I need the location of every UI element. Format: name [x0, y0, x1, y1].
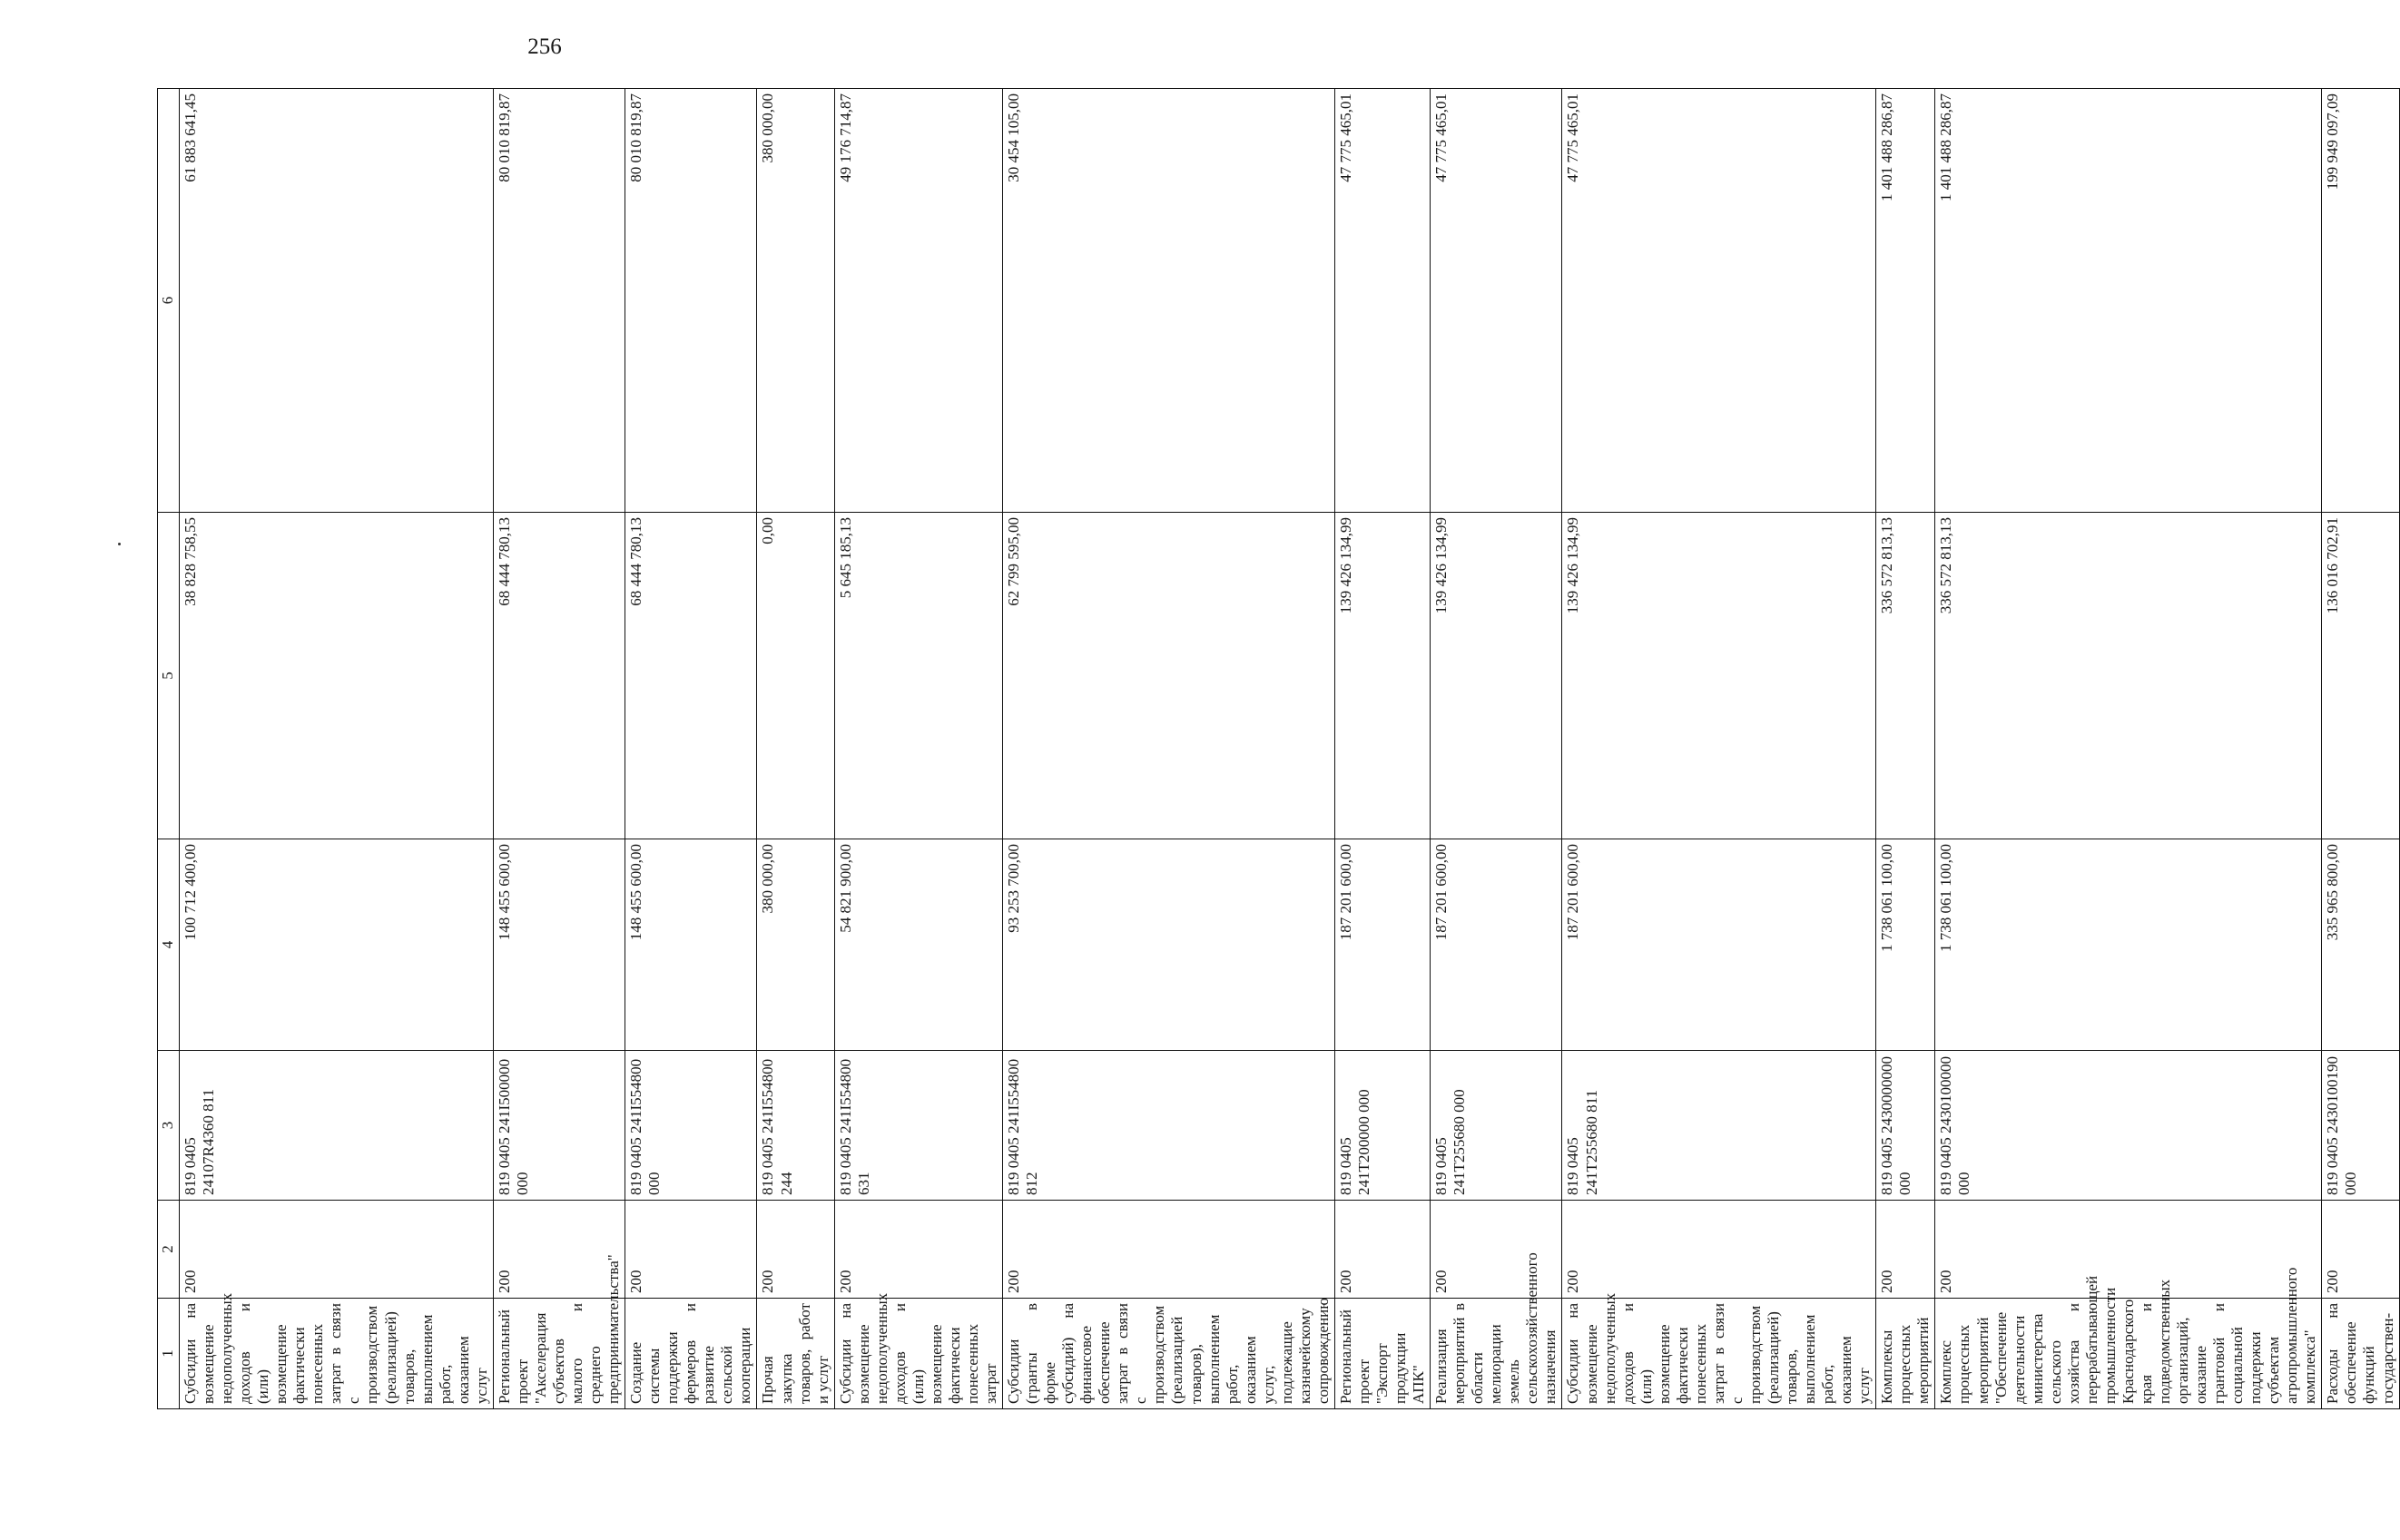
rotated-table-container: [157, 89, 2396, 1409]
cell-col2: 200: [1876, 1201, 1935, 1299]
cell-code: 819 0405 241I500000 000: [493, 1051, 625, 1201]
cell-v5: 68 444 780,13: [493, 513, 625, 839]
table-row: [1935, 89, 2322, 1409]
cell-code: 819 0405 241I554800 000: [625, 1051, 757, 1201]
cell-name: Расходы на обеспечение функций государствен-: [2322, 1299, 2399, 1409]
cell-v4: 1 738 061 100,00: [1876, 839, 1935, 1051]
cell-col2: 200: [1334, 1201, 1430, 1299]
column-header: 3: [158, 1051, 180, 1201]
cell-name: Региональный проект "Акселерация субъектов малого и среднего предпринимательства": [493, 1299, 625, 1409]
cell-v6: 1 401 488 286,87: [1935, 89, 2322, 513]
cell-code: 819 0405 241I554800 812: [1003, 1051, 1335, 1201]
cell-name: Реализация мероприятий в области мелиорации земель сельскохозяйственного назначения: [1431, 1299, 1562, 1409]
cell-v5: 5 645 185,13: [834, 513, 1002, 839]
cell-v6: 80 010 819,87: [493, 89, 625, 513]
cell-col2: 200: [493, 1201, 625, 1299]
cell-col2: 200: [757, 1201, 834, 1299]
cell-code: 819 0405 241T200000 000: [1334, 1051, 1430, 1201]
cell-name: Субсидии на возмещение недополученных доходов и (или) возмещение фактически понесенных затрат в связи с производством (реализацией) товаров, выполнением работ, оказанием услуг: [180, 1299, 494, 1409]
table-body: [158, 89, 2400, 1409]
cell-name: Субсидии на возмещение недополученных доходов и (или) возмещение фактически понесенных затрат: [834, 1299, 1002, 1409]
cell-v4: 54 821 900,00: [834, 839, 1002, 1051]
cell-name: Субсидии на возмещение недополученных доходов и (или) возмещение фактически понесенных затрат в связи с производством (реализацией) товаров, выполнением работ, оказанием услуг: [1562, 1299, 1876, 1409]
cell-name: Создание системы поддержки фермеров и развитие сельской кооперации: [625, 1299, 757, 1409]
cell-v6: 47 775 465,01: [1334, 89, 1430, 513]
cell-code: 819 0405 241I554800 631: [834, 1051, 1002, 1201]
table-row: [493, 89, 625, 1409]
cell-name: Комплекс процессных мероприятий "Обеспечение деятельности министерства сельского хозяйства и перерабатывающей промышленности Краснодарского края и подведомственных организаций, оказание грантовой и социальной поддержки субъектам агропромышленного комплекса": [1935, 1299, 2322, 1409]
cell-v4: 187 201 600,00: [1334, 839, 1430, 1051]
cell-v4: 187 201 600,00: [1431, 839, 1562, 1051]
table-row: [757, 89, 834, 1409]
cell-col2: 200: [834, 1201, 1002, 1299]
cell-code: 819 0405 241I554800 244: [757, 1051, 834, 1201]
page-number: 256: [527, 34, 562, 59]
table-row: [834, 89, 1002, 1409]
cell-v4: 148 455 600,00: [625, 839, 757, 1051]
cell-name: Прочая закупка товаров, работ и услуг: [757, 1299, 834, 1409]
cell-v5: 336 572 813,13: [1876, 513, 1935, 839]
cell-col2: 200: [1431, 1201, 1562, 1299]
cell-v4: 100 712 400,00: [180, 839, 494, 1051]
cell-code: 819 0405 241T255680 811: [1562, 1051, 1876, 1201]
cell-code: 819 0405 2430100000 000: [1935, 1051, 2322, 1201]
cell-v5: 68 444 780,13: [625, 513, 757, 839]
table-row: [1334, 89, 1430, 1409]
cell-v5: 139 426 134,99: [1334, 513, 1430, 839]
cell-v5: 139 426 134,99: [1562, 513, 1876, 839]
cell-v6: 80 010 819,87: [625, 89, 757, 513]
column-header: 6: [158, 89, 180, 513]
cell-v4: 148 455 600,00: [493, 839, 625, 1051]
table-row: [1876, 89, 1935, 1409]
table-row: [1003, 89, 1335, 1409]
cell-name: Комплексы процессных мероприятий: [1876, 1299, 1935, 1409]
cell-col2: 200: [1935, 1201, 2322, 1299]
cell-col2: 200: [1003, 1201, 1335, 1299]
column-header: 5: [158, 513, 180, 839]
cell-v4: 1 738 061 100,00: [1935, 839, 2322, 1051]
scan-speck: [118, 543, 121, 545]
cell-v4: 335 965 800,00: [2322, 839, 2399, 1051]
cell-code: 819 0405 2430000000 000: [1876, 1051, 1935, 1201]
cell-v5: 38 828 758,55: [180, 513, 494, 839]
cell-v6: 30 454 105,00: [1003, 89, 1335, 513]
cell-v6: 47 775 465,01: [1562, 89, 1876, 513]
cell-v5: 62 799 595,00: [1003, 513, 1335, 839]
cell-v4: 93 253 700,00: [1003, 839, 1335, 1051]
cell-v4: 380 000,00: [757, 839, 834, 1051]
column-header: 4: [158, 839, 180, 1051]
cell-v6: 49 176 714,87: [834, 89, 1002, 513]
column-header: 1: [158, 1299, 180, 1409]
cell-col2: 200: [625, 1201, 757, 1299]
cell-v6: 47 775 465,01: [1431, 89, 1562, 513]
cell-v5: 0,00: [757, 513, 834, 839]
budget-table: [157, 88, 2400, 1409]
header-row: [158, 89, 180, 1409]
cell-code: 819 0405 2430100190 000: [2322, 1051, 2399, 1201]
cell-name: Региональный проект "Экспорт продукции АПК": [1334, 1299, 1430, 1409]
cell-code: 819 0405 24107R4360 811: [180, 1051, 494, 1201]
table-row: [1431, 89, 1562, 1409]
cell-v6: 199 949 097,09: [2322, 89, 2399, 513]
cell-v6: 380 000,00: [757, 89, 834, 513]
table-row: [2322, 89, 2399, 1409]
cell-v6: 61 883 641,45: [180, 89, 494, 513]
cell-col2: 200: [180, 1201, 494, 1299]
cell-col2: 200: [2322, 1201, 2399, 1299]
cell-v5: 139 426 134,99: [1431, 513, 1562, 839]
cell-v4: 187 201 600,00: [1562, 839, 1876, 1051]
table-row: [180, 89, 494, 1409]
table-row: [1562, 89, 1876, 1409]
cell-v5: 136 016 702,91: [2322, 513, 2399, 839]
column-header: 2: [158, 1201, 180, 1299]
cell-v6: 1 401 488 286,87: [1876, 89, 1935, 513]
cell-col2: 200: [1562, 1201, 1876, 1299]
cell-v5: 336 572 813,13: [1935, 513, 2322, 839]
table-row: [625, 89, 757, 1409]
cell-code: 819 0405 241T255680 000: [1431, 1051, 1562, 1201]
cell-name: Субсидии (гранты в форме субсидий) на финансовое обеспечение затрат в связи с производством (реализацией товаров), выполнением работ, оказанием услуг, подлежащие казначейскому сопровождению: [1003, 1299, 1335, 1409]
